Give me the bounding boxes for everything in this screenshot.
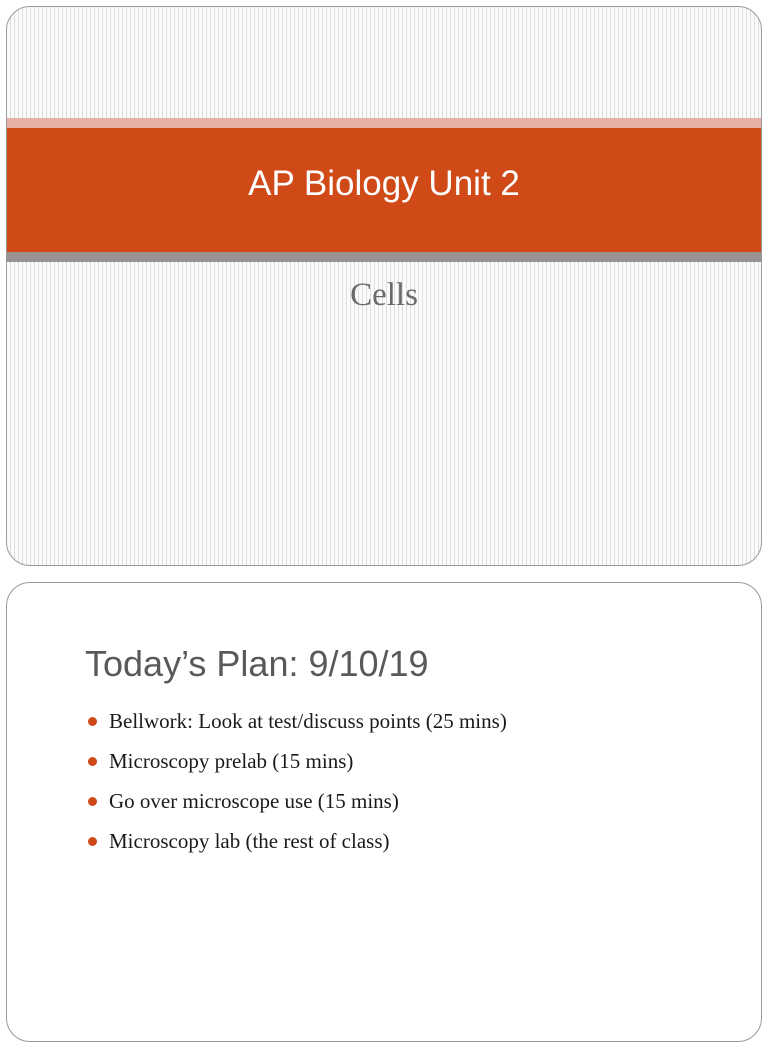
plan-bullet-list: [85, 701, 507, 861]
bullet-dot-icon: [88, 757, 97, 766]
title-band: [7, 128, 761, 252]
bullet-dot-icon: [88, 837, 97, 846]
plan-slide: [6, 582, 762, 1042]
slide-subtitle: Cells: [350, 277, 418, 313]
slide-title: AP Biology Unit 2: [248, 164, 520, 203]
list-item: [85, 781, 507, 821]
list-item-text: Go over microscope use (15 mins): [109, 788, 399, 813]
list-item-text: Microscopy lab (the rest of class): [109, 828, 390, 853]
bullet-dot-icon: [88, 717, 97, 726]
list-item: [85, 821, 507, 861]
list-item: [85, 741, 507, 781]
list-item-text: Bellwork: Look at test/discuss points (25 mins): [109, 708, 507, 733]
list-item: [85, 701, 507, 741]
bullet-dot-icon: [88, 797, 97, 806]
list-item-text: Microscopy prelab (15 mins): [109, 748, 354, 773]
plan-title: Today’s Plan: 9/10/19: [85, 643, 429, 684]
title-band-top-accent: [7, 118, 761, 128]
title-slide: [6, 6, 762, 566]
title-band-bottom-accent: [7, 252, 761, 262]
